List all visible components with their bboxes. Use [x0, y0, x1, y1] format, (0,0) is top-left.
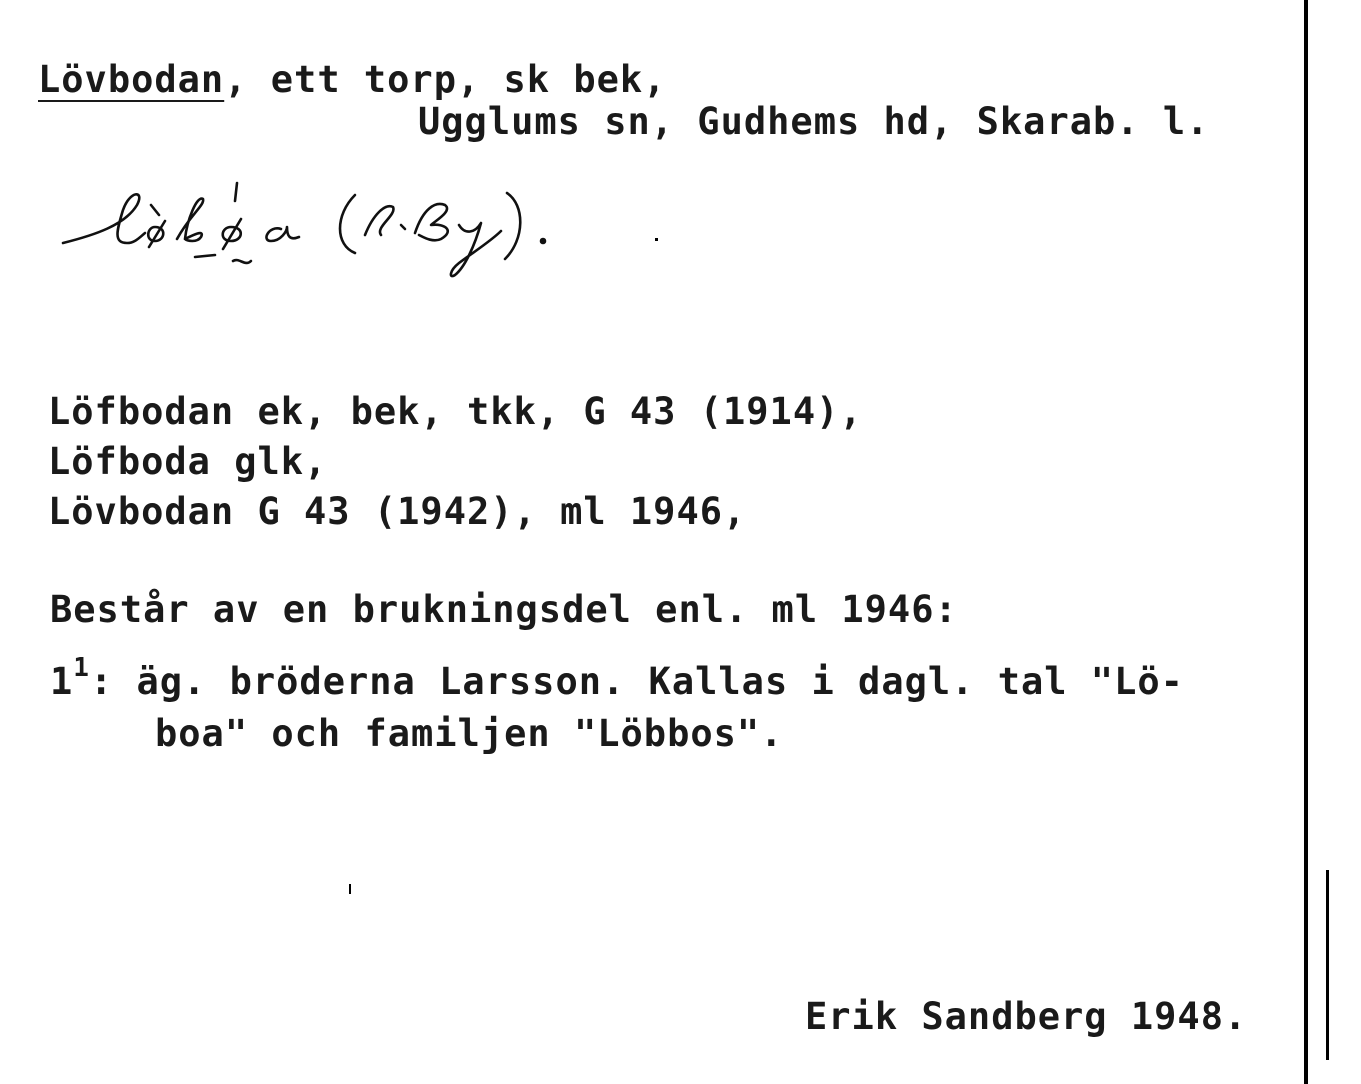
source-line-3: Lövbodan G 43 (1942), ml 1946, — [48, 490, 747, 533]
holding-item-line-2: boa" och familjen "Löbbos". — [155, 712, 784, 755]
item-text-1: : äg. bröderna Larsson. Kallas i dagl. tal "Lö- — [89, 660, 1184, 703]
item-superscript: 1 — [73, 653, 90, 683]
card-edge-line-lower — [1326, 870, 1329, 1060]
item-number: 1 — [50, 660, 74, 703]
header-line-2: Ugglums sn, Gudhems hd, Skarab. l. — [418, 100, 1210, 143]
holding-item-line-1 — [50, 653, 1184, 708]
scan-speck — [655, 238, 658, 241]
scan-speck — [349, 884, 351, 894]
card-edge-line — [1304, 0, 1308, 1084]
signature: Erik Sandberg 1948. — [805, 995, 1248, 1038]
source-line-1: Löfbodan ek, bek, tkk, G 43 (1914), — [48, 390, 863, 433]
holding-intro: Består av en brukningsdel enl. ml 1946: — [50, 588, 958, 631]
place-description: , ett torp, sk bek, — [224, 58, 667, 101]
handwritten-pronunciation — [55, 175, 675, 295]
header-line-1 — [38, 58, 666, 102]
source-line-2: Löfboda glk, — [48, 440, 328, 483]
place-name: Lövbodan — [38, 58, 225, 101]
